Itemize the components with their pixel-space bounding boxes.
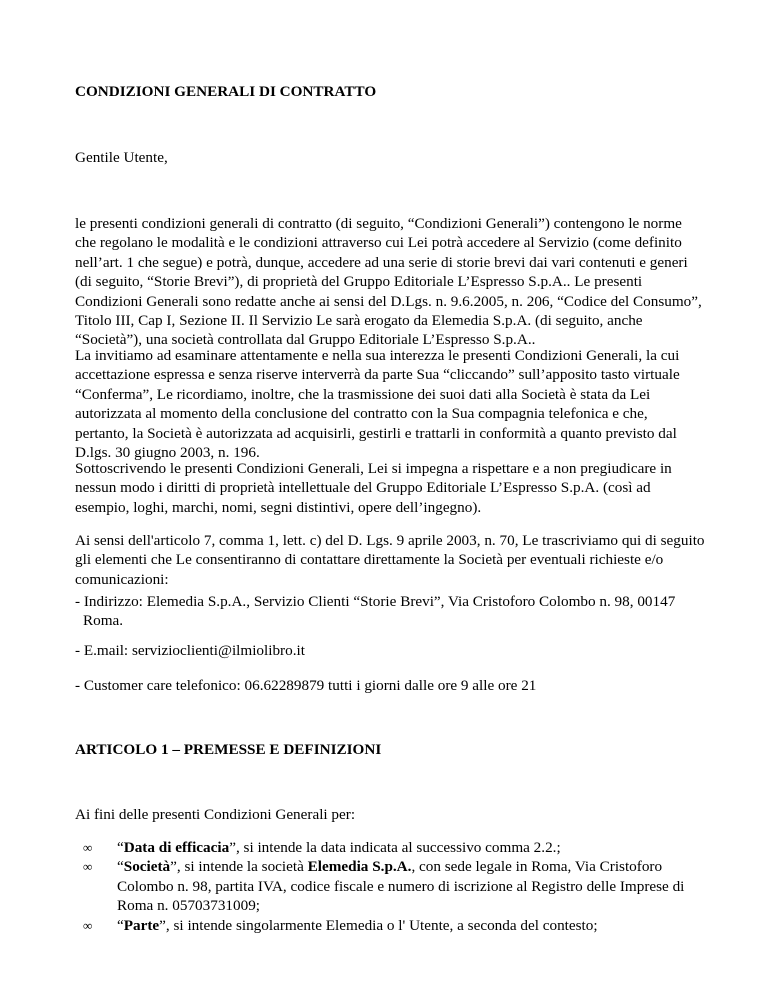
open-quote: “: [117, 839, 124, 856]
paragraph-intro: le presenti condizioni generali di contratto (di seguito, “Condizioni Generali”) contengono le norme che regolano le modalità e le condizioni attraverso cui Lei potrà accedere al Servizio (come definito nell’art. 1 che segue) e potrà, dunque, accedere ad una serie di storie brevi dai vari contenuti e generi (di seguito, “Storie Brevi”), di proprietà del Gruppo Editoriale L’Espresso S.p.A.. Le presenti Condizioni Generali sono redatte anche ai sensi del D.Lgs. n. 9.6.2005, n. 206, “Codice del Consumo”, Titolo III, Cap I, Sezione II. Il Servizio Le sarà erogato da Elemedia S.p.A. (di seguito, anche “Società”), una società controllata dal Gruppo Editoriale L’Espresso S.p.A..: [75, 215, 702, 349]
infinity-bullet-icon: ∞: [83, 840, 93, 855]
open-quote: “: [117, 858, 124, 876]
list-item: [75, 916, 715, 935]
definition-term: Data di efficacia: [123, 839, 230, 856]
definition-text: , si intende singolarmente Elemedia o l' Utente, a seconda del contesto;: [165, 916, 598, 934]
paragraph-intellectual-property: Sottoscrivendo le presenti Condizioni Generali, Lei si impegna a rispettare e a non pregiudicare in nessun modo i diritti di proprietà intellettuale del Gruppo Editoriale L’Espresso S.p.A. (così ad esempio, loghi, marchi, nomi, segni distintivi, opere dell’ingegno).: [75, 460, 672, 516]
document-title: CONDIZIONI GENERALI DI CONTRATTO: [75, 83, 377, 100]
definitions-list: [75, 838, 715, 935]
contact-address: [75, 592, 705, 631]
open-quote: “: [117, 916, 124, 934]
infinity-bullet-icon: ∞: [83, 917, 93, 933]
contact-phone: - Customer care telefonico: 06.62289879 tutti i giorni dalle ore 9 alle ore 21: [75, 677, 537, 694]
paragraph-contacts-intro: Ai sensi dell'articolo 7, comma 1, lett. c) del D. Lgs. 9 aprile 2003, n. 70, Le trascriviamo qui di seguito gli elementi che Le consentiranno di contattare direttamente la Società per eventuali richieste e/o comunicazioni:: [75, 532, 705, 588]
close-quote: ”: [170, 858, 177, 876]
contact-address-line1: - Indirizzo: Elemedia S.p.A., Servizio Clienti “Storie Brevi”, Via Cristoforo Colombo n. 98, 00147: [75, 593, 676, 610]
article-1-intro: Ai fini delle presenti Condizioni Generali per:: [75, 806, 356, 823]
contact-address-line2: Roma.: [83, 612, 124, 630]
infinity-bullet-icon: ∞: [83, 859, 93, 875]
definition-company-name: Elemedia S.p.A.: [307, 858, 412, 876]
definition-term: Parte: [123, 916, 160, 934]
definition-text: , si intende la data indicata al successivo comma 2.2.;: [235, 839, 561, 856]
contact-email: - E.mail: servizioclienti@ilmiolibro.it: [75, 642, 305, 659]
close-quote: ”: [159, 916, 166, 934]
list-item: [75, 857, 715, 915]
definition-text: , si intende la società: [176, 858, 308, 876]
list-item: [75, 838, 715, 857]
paragraph-invitation: La invitiamo ad esaminare attentamente e nella sua interezza le presenti Condizioni Generali, la cui accettazione espressa e senza riserve interverrà da parte Sua “cliccando” sull’apposito tasto virtuale “Conferma”, Le ricordiamo, inoltre, che la trasmissione dei suoi dati alla Società è stata da Lei autorizzata al momento della conclusione del contratto con la Sua compagnia telefonica e che, pertanto, la Società è autorizzata ad acquisirli, gestirli e trattarli in conformità a quanto previsto dal D.lgs. 30 giugno 2003, n. 196.: [75, 347, 680, 462]
close-quote: ”: [229, 839, 236, 856]
article-1-title: ARTICOLO 1 – PREMESSE E DEFINIZIONI: [75, 741, 382, 758]
greeting: Gentile Utente,: [75, 149, 168, 166]
definition-term: Società: [123, 858, 171, 876]
definition-text-continued: , con sede legale in Roma, Via Cristoforo Colombo n. 98, partita IVA, codice fiscale e numero di iscrizione al Registro delle Imprese di Roma n. 05703731009;: [117, 858, 685, 915]
